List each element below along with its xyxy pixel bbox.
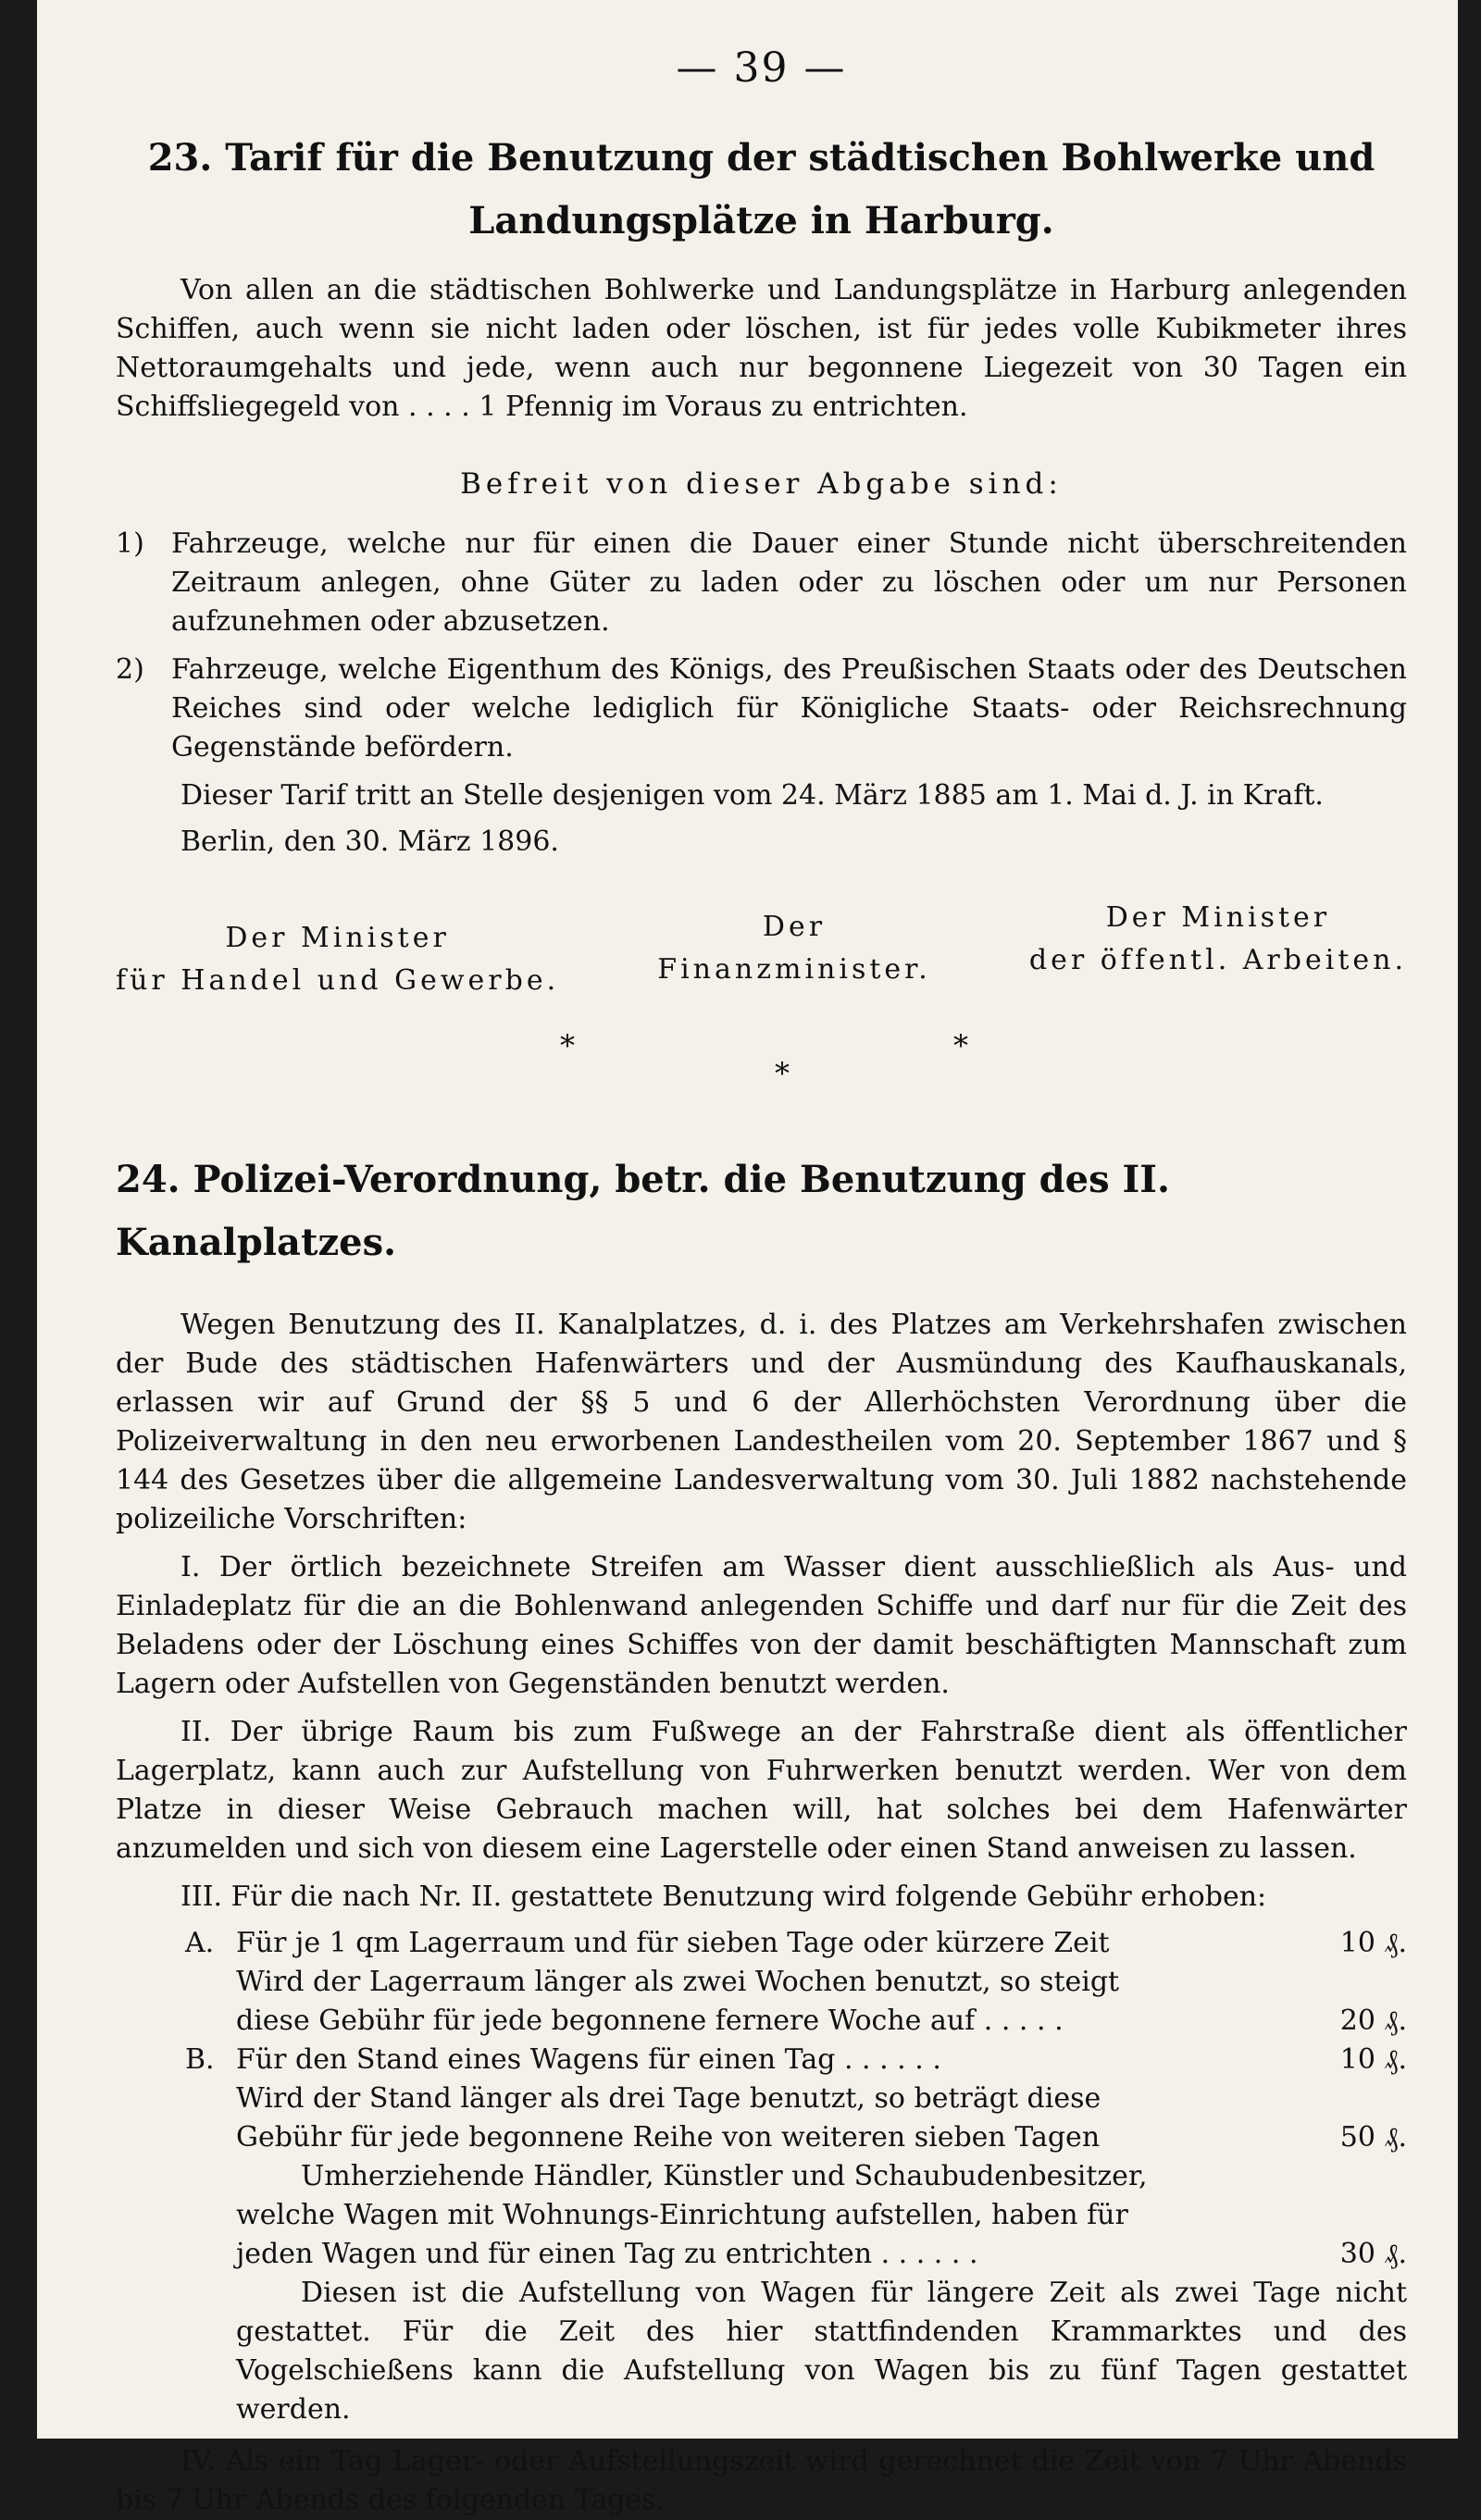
document-page [37, 0, 1458, 2516]
fee-item-b [185, 2041, 1407, 2429]
paragraph-ii: II. Der übrige Raum bis zum Fußwege an der Fahrstraße dient als öffentlicher Lagerplatz, kann auch zur Aufstellung von Fuhrwerken benutzt werden. Wer von dem Platze in dieser Weise Gebrauch machen will, hat solches bei dem Hafenwärter anzumelden und sich von diesem eine Lagerstelle oder einen Stand anweisen zu lassen. [116, 1716, 1407, 1865]
separator-star: * [560, 1028, 575, 1063]
signatures [116, 897, 1407, 1002]
page-number: — 39 — [676, 44, 847, 92]
section-24-intro: Wegen Benutzung des II. Kanalplatzes, d. i. des Platzes am Verkehrshafen zwischen der Bude des städtischen Hafenwärters und der Ausmündung des Kaufhauskanals, erlassen wir auf Grund der §§ 5 und 6 der Allerhöchsten Verordnung über die Polizeiverwaltung in den neu erworbenen Landestheilen vom 20. September 1867 und § 144 des Gesetzes über die allgemeine Landesverwaltung vom 30. Juli 1882 nachstehende polizeiliche Vorschriften: [116, 1309, 1407, 1535]
fee-amount: 30 ₰. [1339, 2238, 1407, 2270]
signature-line: Finanzminister. [657, 953, 931, 986]
fee-amount: 10 ₰. [1339, 2043, 1407, 2076]
fee-note: Diesen ist die Aufstellung von Wagen für längere Zeit als zwei Tage nicht gestattet. Für die Zeit des hier stattfindenden Krammarktes und des Vogelschießens kann die Aufstellung von Wagen bis zu fünf Tagen gestattet werden. [236, 2277, 1407, 2426]
fee-amount: 10 ₰. [1339, 1927, 1407, 1959]
fee-line: Gebühr für jede begonnene Reihe von weiteren sieben Tagen [236, 2121, 1101, 2154]
signature-line: Der Minister [225, 922, 450, 954]
section-23-title: 23. Tarif für die Benutzung der städtischen Bohlwerke und Landungsplätze in Harburg. [147, 136, 1375, 242]
signature-line: der öffentl. Arbeiten. [1028, 944, 1407, 976]
exemption-item [116, 651, 1407, 767]
separator-stars [116, 1028, 1407, 1111]
date-line: Berlin, den 30. März 1896. [180, 826, 559, 858]
exemption-number: 2) [116, 653, 144, 686]
fee-item-a [185, 1924, 1407, 2041]
signature-trade-minister [116, 897, 559, 1002]
validity-text: Dieser Tarif tritt an Stelle desjenigen vom 24. März 1885 am 1. Mai d. J. in Kraft. [180, 779, 1324, 812]
paragraph-iv: IV. Als ein Tag Lager- oder Aufstellungszeit wird gerechnet die Zeit von 7 Uhr Abends bis 7 Uhr Abends des folgenden Tages. [116, 2445, 1407, 2516]
fee-line: Wird der Stand länger als drei Tage benutzt, so beträgt diese [236, 2082, 1101, 2115]
exemptions-heading: Befreit von dieser Abgabe sind: [460, 467, 1063, 501]
exemption-text: Fahrzeuge, welche nur für einen die Dauer einer Stunde nicht überschreitenden Zeitraum anlegen, ohne Güter zu laden oder zu löschen oder um nur Personen aufzunehmen oder abzusetzen. [171, 528, 1407, 638]
section-23-intro: Von allen an die städtischen Bohlwerke und Landungsplätze in Harburg anlegenden Schiffen, auch wenn sie nicht laden oder löschen, ist für jedes volle Kubikmeter ihres Nettoraumgehalts und jede, wenn auch nur begonnene Liegezeit von 30 Tagen ein Schiffsliegegeld von . . . . 1 Pfennig im Voraus zu entrichten. [116, 274, 1407, 423]
fee-line: Für den Stand eines Wagens für einen Tag . . . . . . [236, 2043, 941, 2076]
exemption-item [116, 525, 1407, 641]
exemption-text: Fahrzeuge, welche Eigenthum des Königs, des Preußischen Staats oder des Deutschen Reiches sind oder welche lediglich für Königliche Staats- oder Reichsrechnung Gegenstände befördern. [171, 653, 1407, 763]
fee-line: diese Gebühr für jede begonnene fernere Woche auf . . . . . [236, 2005, 1064, 2037]
section-24-title: 24. Polizei-Verordnung, betr. die Benutzung des II. Kanalplatzes. [116, 1158, 1170, 1264]
fee-line: Für je 1 qm Lagerraum und für sieben Tage oder kürzere Zeit [236, 1927, 1110, 1959]
signature-line: für Handel und Gewerbe. [116, 964, 560, 997]
fee-item-label: A. [185, 1927, 215, 1959]
section-23 [116, 127, 1407, 1111]
fee-line: Wird der Lagerraum länger als zwei Wochen benutzt, so steigt [236, 1966, 1120, 1998]
exemption-number: 1) [116, 528, 144, 560]
fee-line: jeden Wagen und für einen Tag zu entrichten . . . . . . [236, 2238, 978, 2270]
fee-item-label: B. [185, 2043, 215, 2076]
signature-line: Der Minister [1105, 901, 1331, 934]
paragraph-i: I. Der örtlich bezeichnete Streifen am Wasser dient ausschließlich als Aus- und Einladeplatz für die an die Bohlenwand anlegenden Schiffe und darf nur für die Zeit des Beladens oder der Löschung eines Schiffes von der damit beschäftigten Mannschaft zum Lagern oder Aufstellen von Gegenständen benutzt werden. [116, 1551, 1407, 1700]
fee-schedule [185, 1924, 1407, 2429]
signature-finance-minister [657, 897, 931, 1002]
signature-public-works-minister [1029, 897, 1407, 1002]
fee-line: Umherziehende Händler, Künstler und Schaubudenbesitzer, [301, 2160, 1148, 2192]
section-24 [116, 1148, 1407, 2520]
separator-star: * [953, 1028, 968, 1063]
signature-line: Der [762, 911, 827, 943]
fee-amount: 20 ₰. [1339, 2005, 1407, 2037]
fee-amount: 50 ₰. [1339, 2121, 1407, 2154]
paragraph-iii: III. Für die nach Nr. II. gestattete Benutzung wird folgende Gebühr erhoben: [180, 1881, 1267, 1913]
fee-line: welche Wagen mit Wohnungs-Einrichtung aufstellen, haben für [236, 2199, 1128, 2231]
separator-star: * [775, 1056, 790, 1091]
